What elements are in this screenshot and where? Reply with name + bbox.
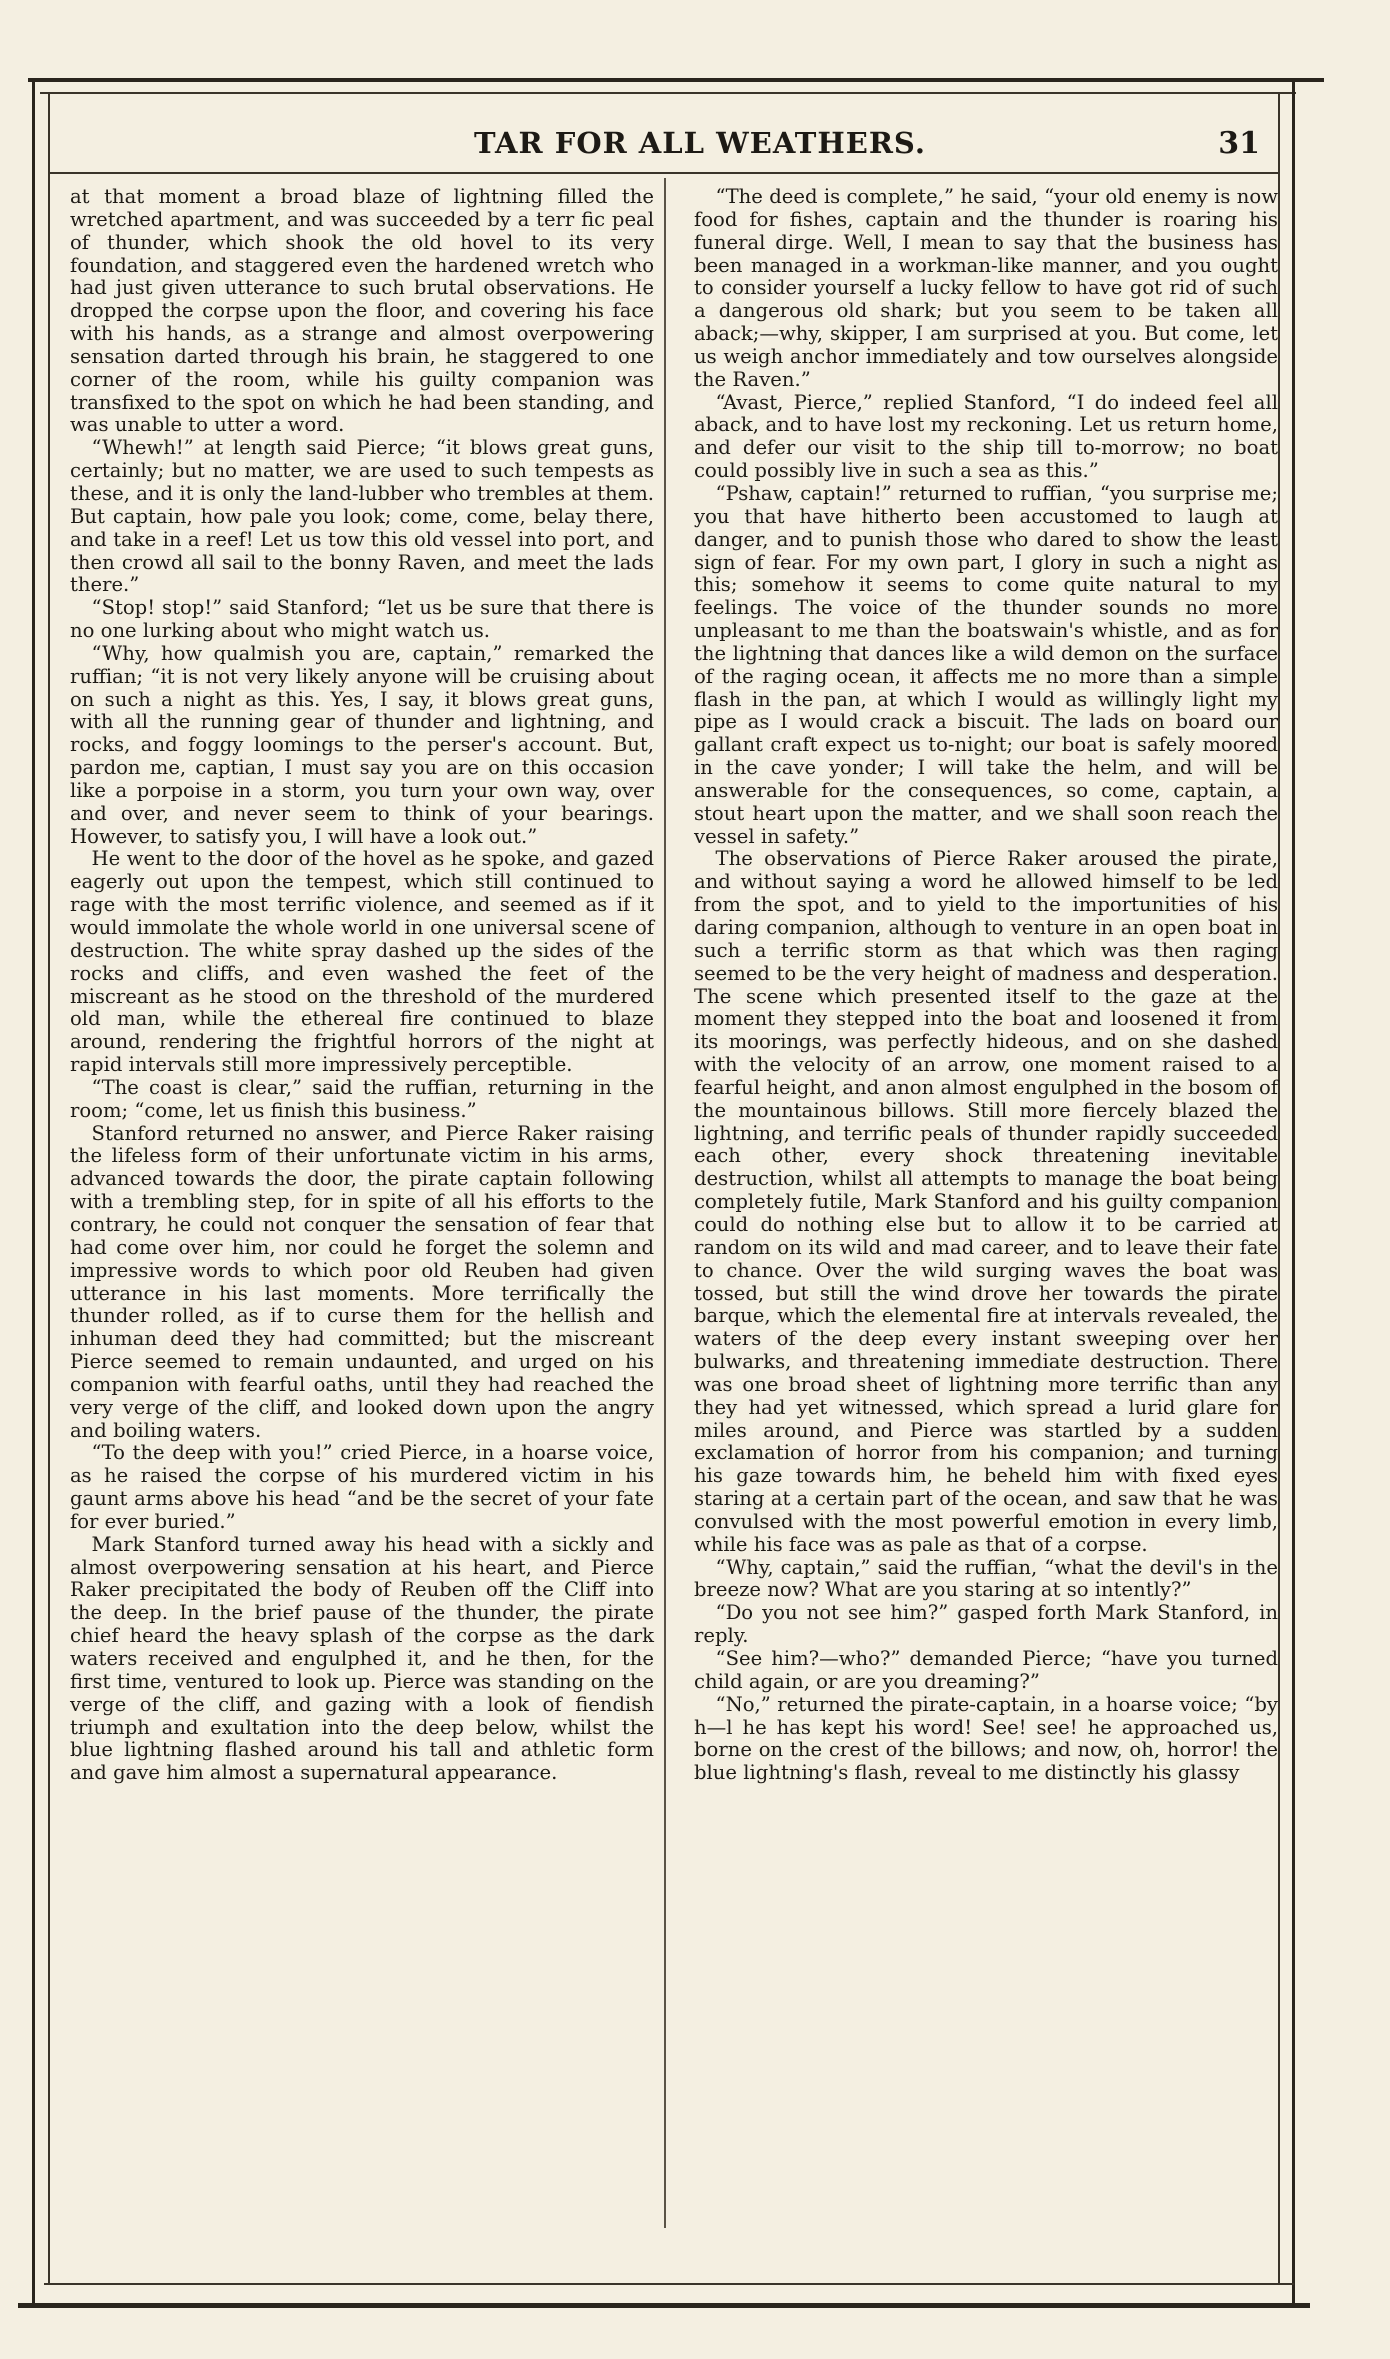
left-inner-rule [48,94,50,2284]
bottom-border-rule [18,2303,1310,2308]
paragraph: “The deed is complete,” he said, “your old enemy is now food for fishes, captain and the thunder is roaring his funeral dirge. Well, I mean to say that the business has been managed in a workman-like manner, and you ought to consider yourself a lucky fellow to have got rid of such a dangerous old shark; but you seem to be taken all aback;—why, skipper, I am surprised at you. But come, let us weigh anchor immediately and tow ourselves alongside the Raven.” [694,185,1278,391]
paragraph: “Why, captain,” said the ruffian, “what the devil's in the breeze now? What are you staring at so intently?” [694,1555,1278,1602]
paragraph: He went to the door of the hovel as he spoke, and gazed eagerly out upon the tempest, which still continued to rage with the most terrific violence, and seemed as if it would immolate the whole world in one universal scene of destruction. The white spray dashed up the sides of the rocks and cliffs, and even washed the feet of the miscreant as he stood on the threshold of the murdered old man, while the ethereal fire continued to blaze around, rendering the frightful horrors of the night at rapid intervals still more impressively perceptible. [70,847,654,1077]
running-title: TAR FOR ALL WEATHERS. [474,126,926,160]
paragraph: “Do you not see him?” gasped forth Mark Stanford, in reply. [694,1601,1278,1648]
paragraph: Mark Stanford turned away his head with a sickly and almost overpowering sensation at his heart, and Pierce Raker precipitated the body of Reuben off the Cliff into the deep. In the brief pause of the thunder, the pirate chief heard the heavy splash of the corpse as the dark waters received and engulphed it, and he then, for the first time, ventured to look up. Pierce was standing on the verge of the cliff, and gazing with a look of fiendish triumph and exultation into the deep below, whilst the blue lightning flashed around his tall and athletic form and gave him almost a supernatural appearance. [70,1532,654,1785]
paragraph: “See him?—who?” demanded Pierce; “have you turned child again, or are you dreaming?” [694,1647,1278,1693]
paragraph: “No,” returned the pirate-captain, in a hoarse voice; “by h—l he has kept his word! See! see! he approached us, borne on the crest of the billows; and now, oh, horror! the blue lightning's flash, reveal to me distinctly his glassy [694,1692,1278,1785]
paragraph: “Stop! stop!” said Stanford; “let us be sure that there is no one lurking about who might watch us. [70,596,654,643]
paragraph: “The coast is clear,” said the ruffian, returning in the room; “come, let us finish this business.” [70,1075,654,1122]
right-border-rule [1292,80,1295,2305]
top-inner-rule [40,92,1296,94]
right-column [694,186,1278,1785]
paragraph: “Why, how qualmish you are, captain,” remarked the ruffian; “it is not very likely anyone will be cruising about on such a night as this. Yes, I say, it blows great guns, with all the running gear of thunder and lightning, and rocks, and foggy loomings to the perser's account. But, pardon me, captian, I must say you are on this occasion like a porpoise in a storm, you turn your own way, over and over, and never seem to think of your bearings. However, to satisfy you, I will have a look out.” [70,641,654,848]
top-border-rule [28,78,1324,82]
header-rule [50,172,1278,174]
left-border-rule [32,80,35,2305]
paragraph: The observations of Pierce Raker aroused the pirate, and without saying a word he allowed himself to be led from the spot, and to yield to the importunities of his daring companion, although to venture in an open boat in such a terrific storm as that which was then raging seemed to be the very height of madness and desperation. The scene which presented itself to the gaze at the moment they stepped into the boat and loosened it from its moorings, was perfectly hideous, and on she dashed with the velocity of an arrow, one moment raised to a fearful height, and anon almost engulphed in the bosom of the mountainous billows. Still more fiercely blazed the lightning, and terrific peals of thunder rapidly succeeded each other, every shock threatening inevitable destruction, whilst all attempts to manage the boat being completely futile, Mark Stanford and his guilty companion could do nothing else but to allow it to be carried at random on its wild and mad career, and to leave their fate to chance. Over the wild surging waves the boat was tossed, but still the wind drove her towards the pirate barque, which the elemental fire at intervals revealed, the waters of the deep every instant sweeping over her bulwarks, and threatening immediate destruction. There was one broad sheet of lightning more terrific than any they had yet witnessed, which spread a lurid glare for miles around, and Pierce was startled by a sudden exclamation of horror from his companion; and turning his gaze towards him, he beheld him with fixed eyes staring at a certain part of the ocean, and saw that he was convulsed with the most powerful emotion in every limb, while his face was as pale as that of a corpse. [694,847,1278,1556]
page-number: 31 [1218,126,1260,161]
column-divider [664,178,666,2228]
paragraph: “Pshaw, captain!” returned to ruffian, “you surprise me; you that have hitherto been accustomed to laugh at danger, and to punish those who dared to show the least sign of fear. For my own part, I glory in such a night as this; somehow it seems to come quite natural to my feelings. The voice of the thunder sounds no more unpleasant to me than the boatswain's whistle, and as for the lightning that dances like a wild demon on the surface of the raging ocean, it affects me no more than a simple flash in the pan, at which I would as willingly light my pipe as I would crack a biscuit. The lads on board our gallant craft expect us to-night; our boat is safely moored in the cave yonder; I will take the helm, and will be answerable for the consequences, so come, captain, a stout heart upon the matter, and we shall soon reach the vessel in safety.” [694,481,1278,848]
paragraph: “Avast, Pierce,” replied Stanford, “I do indeed feel all aback, and to have lost my reckoning. Let us return home, and defer our visit to the ship till to-morrow; no boat could possibly live in such a sea as this.” [694,390,1278,483]
paragraph: “Whewh!” at length said Pierce; “it blows great guns, certainly; but no matter, we are used to such tempests as these, and it is only the land-lubber who trembles at them. But captain, how pale you look; come, come, belay there, and take in a reef! Let us tow this old vessel into port, and then crowd all sail to the bonny Raven, and meet the lads there.” [70,436,654,597]
left-column [70,186,654,1785]
paragraph: Stanford returned no answer, and Pierce Raker raising the lifeless form of their unfortunate victim in his arms, advanced towards the door, the pirate captain following with a trembling step, for in spite of all his efforts to the contrary, he could not conquer the sensation of fear that had come over him, nor could he forget the solemn and impressive words to which poor old Reuben had given utterance in his last moments. More terrifically the thunder rolled, as if to curse them for the hellish and inhuman deed they had committed; but the miscreant Pierce seemed to remain undaunted, and urged on his companion with fearful oaths, until they had reached the very verge of the cliff, and looked down upon the angry and boiling waters. [70,1121,654,1442]
paragraph: at that moment a broad blaze of lightning filled the wretched apartment, and was succeeded by a terr fic peal of thunder, which shook the old hovel to its very foundation, and staggered even the hardened wretch who had just given utterance to such brutal observations. He dropped the corpse upon the floor, and covering his face with his hands, as a strange and almost overpowering sensation darted through his brain, he staggered to one corner of the room, while his guilty companion was transfixed to the spot on which he had been standing, and was unable to utter a word. [70,185,654,437]
bottom-inner-rule [44,2283,1294,2285]
right-inner-rule [1278,94,1280,2284]
paragraph: “To the deep with you!” cried Pierce, in a hoarse voice, as he raised the corpse of his murdered victim in his gaunt arms above his head “and be the secret of your fate for ever buried.” [70,1441,654,1533]
